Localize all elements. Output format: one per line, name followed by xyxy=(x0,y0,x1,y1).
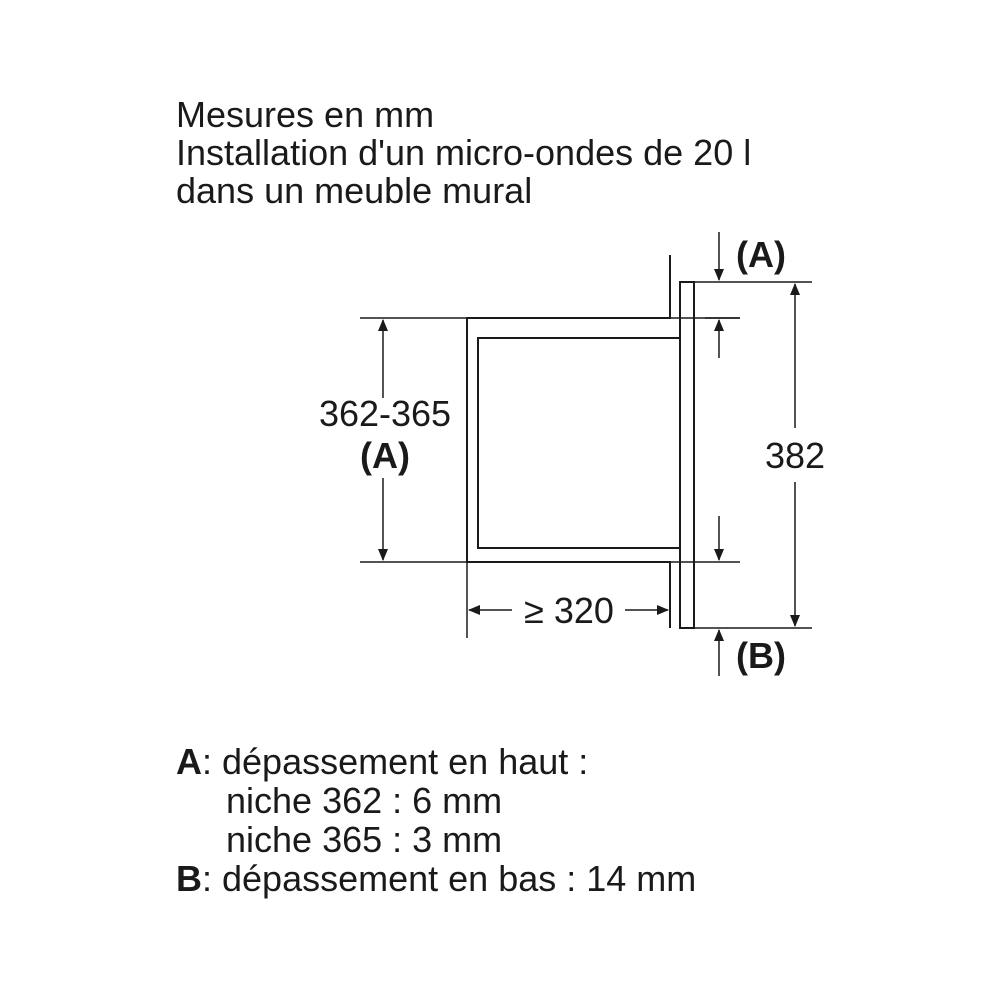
depth-label: ≥ 320 xyxy=(524,590,614,631)
legend-row-a-niche-365: niche 365 : 3 mm xyxy=(226,819,503,860)
title-line-units: Mesures en mm xyxy=(176,94,435,135)
top-overhang-key: (A) xyxy=(736,234,786,275)
extension-lines xyxy=(360,282,812,638)
total-height-label: 382 xyxy=(764,435,826,476)
niche-height-key: (A) xyxy=(360,435,410,476)
legend-text-a: : dépassement en haut : xyxy=(202,741,589,782)
title-line-location: dans un meuble mural xyxy=(176,170,533,211)
legend-row-a xyxy=(176,742,696,781)
legend xyxy=(176,742,696,898)
legend-key-b: B xyxy=(176,858,202,899)
cabinet-outer-outline xyxy=(467,255,670,628)
bottom-overhang-key: (B) xyxy=(736,635,786,676)
top-overhang-marker xyxy=(705,232,740,358)
niche-height-label: 362-365 xyxy=(318,393,452,434)
title-line-installation: Installation d'un micro-ondes de 20 l xyxy=(176,132,752,173)
legend-row-a-niche-362: niche 362 : 6 mm xyxy=(226,780,503,821)
legend-key-a: A xyxy=(176,741,202,782)
wall-cabinet xyxy=(467,255,680,628)
microwave-front-panel xyxy=(680,282,694,628)
legend-row-b xyxy=(176,859,696,898)
legend-text-b: : dépassement en bas : 14 mm xyxy=(202,858,697,899)
cabinet-inner-outline xyxy=(478,338,680,548)
